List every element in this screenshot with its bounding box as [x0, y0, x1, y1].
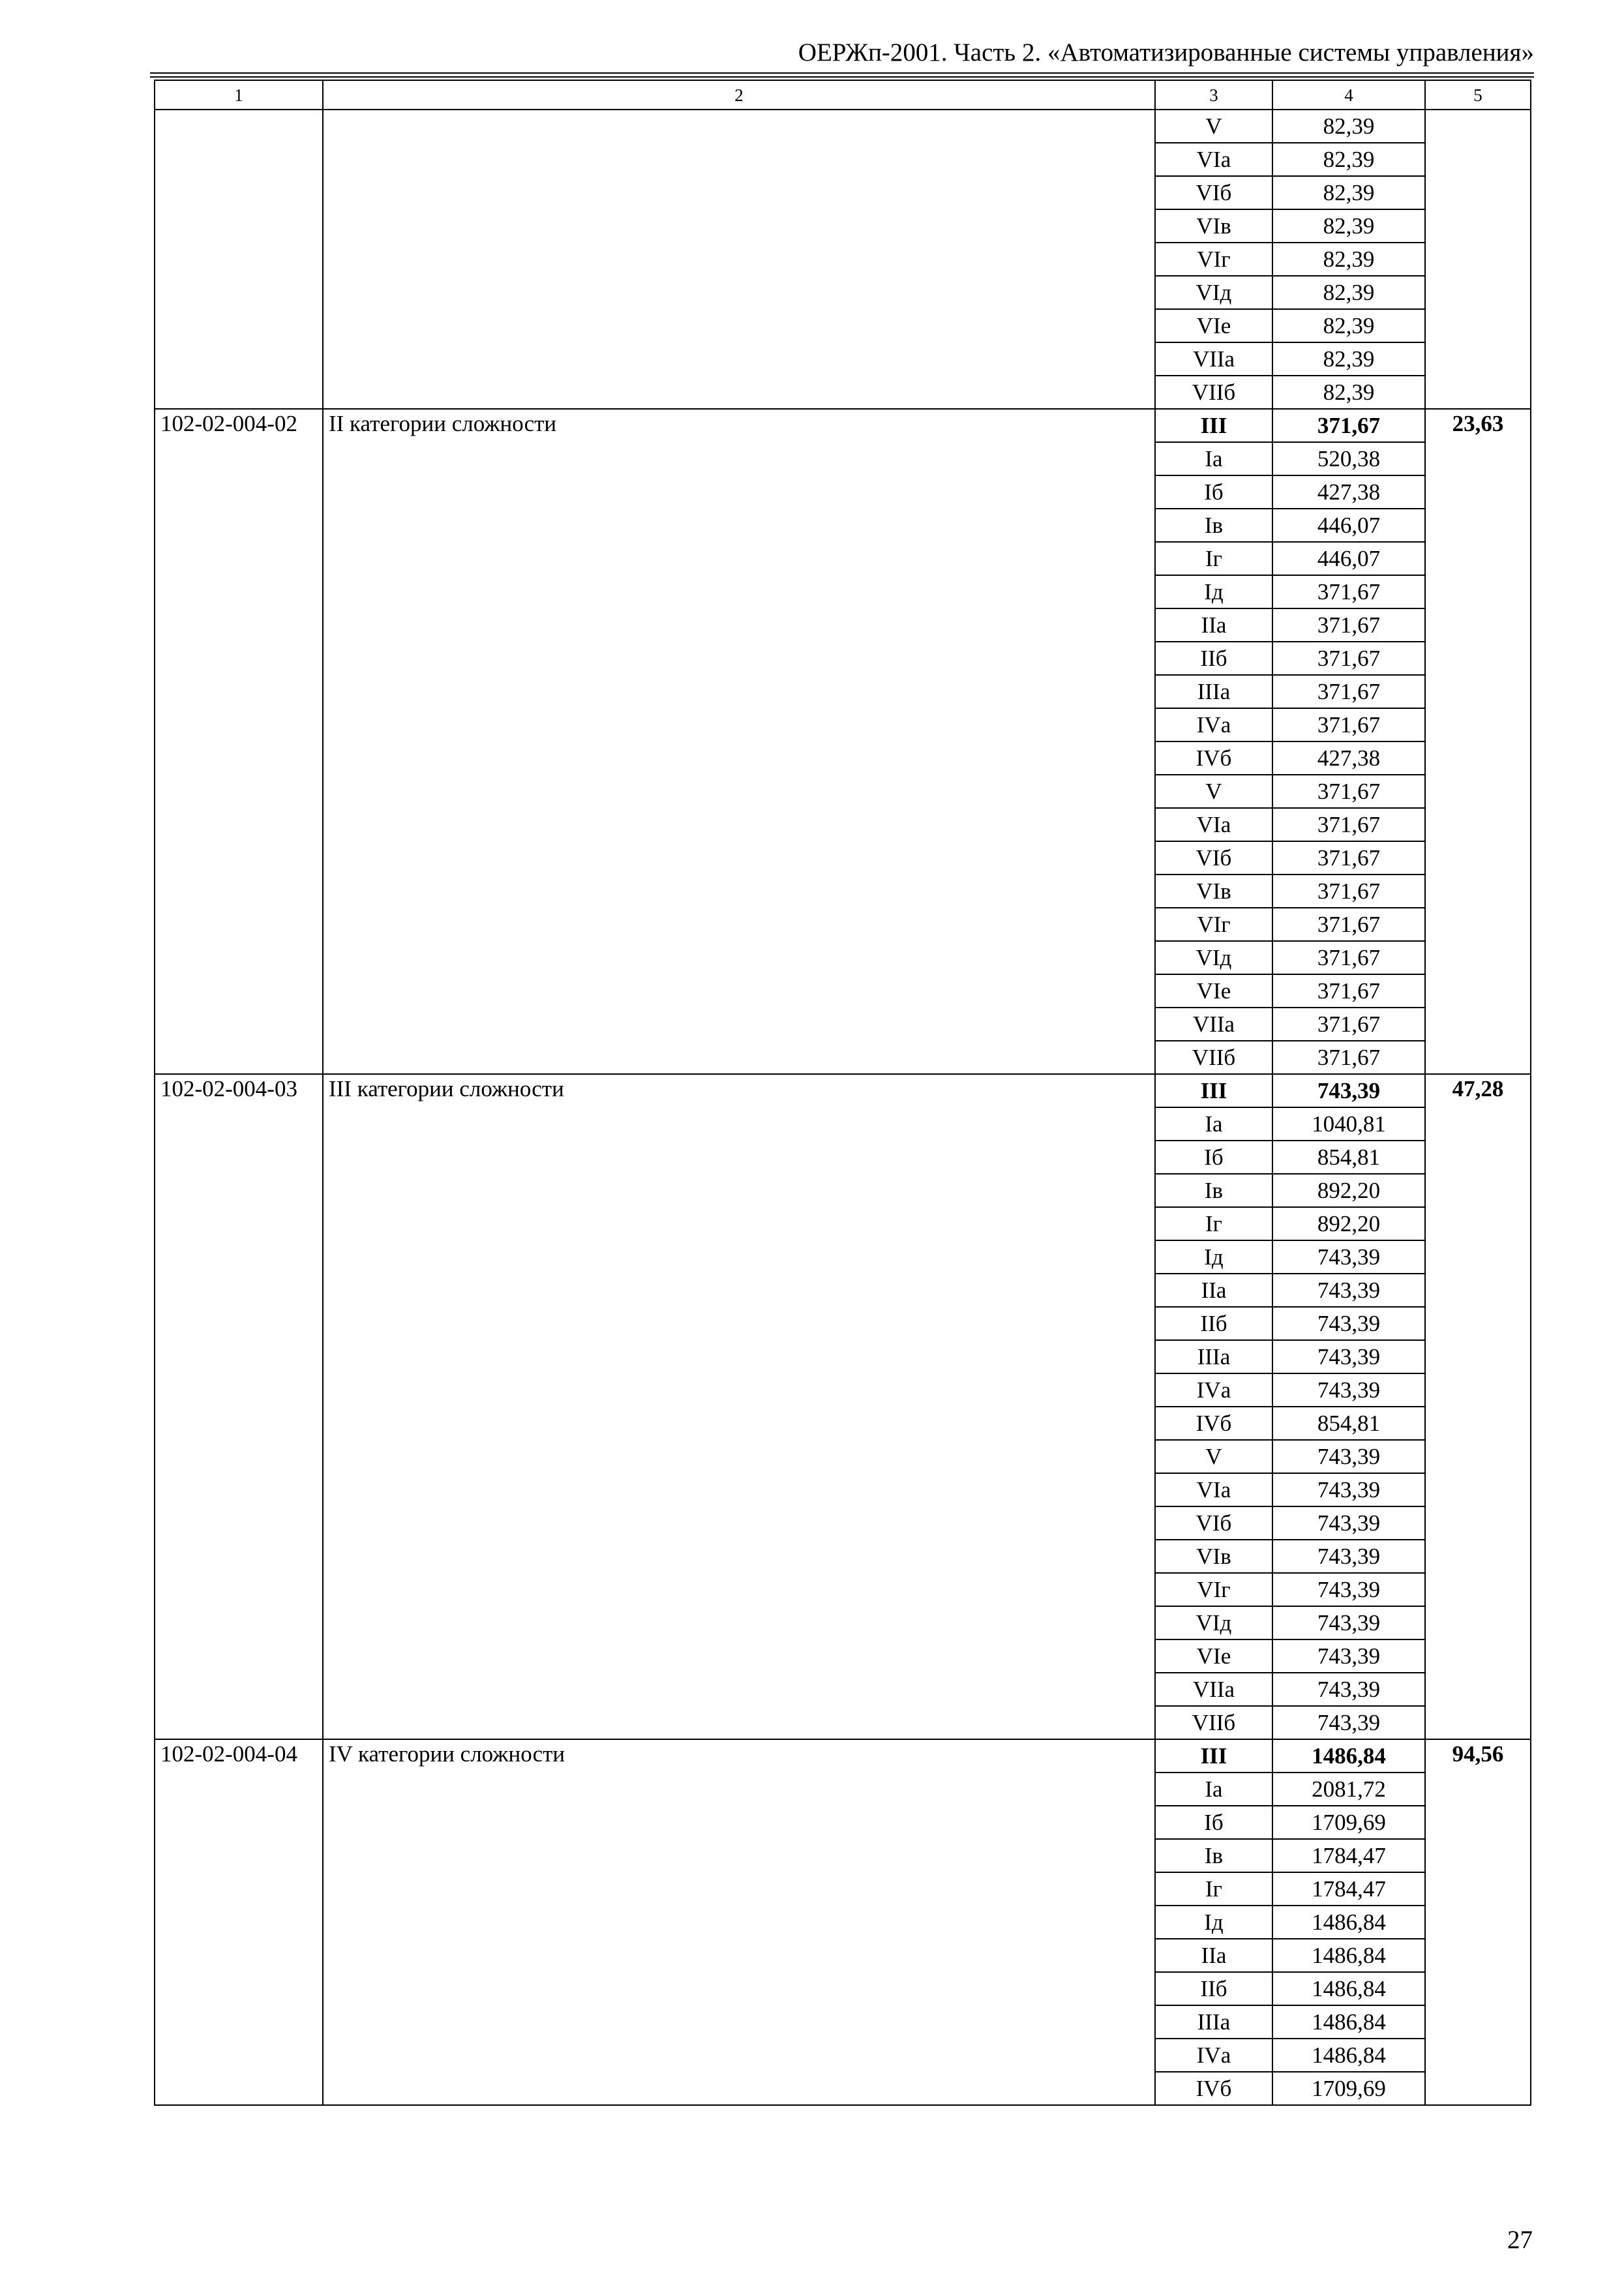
zone-cell: VIIа — [1155, 342, 1272, 376]
column-number: 1 — [155, 80, 323, 110]
zone-cell: VIг — [1155, 243, 1272, 276]
price-cell: 520,38 — [1272, 442, 1425, 475]
code-cell: 102-02-004-03 — [155, 1074, 323, 1739]
price-cell: 743,39 — [1272, 1340, 1425, 1373]
price-cell: 1486,84 — [1272, 2005, 1425, 2039]
zone-cell: Iв — [1155, 1839, 1272, 1872]
header-rule — [150, 76, 1534, 78]
zone-cell: V — [1155, 1440, 1272, 1473]
zone-cell: IVа — [1155, 708, 1272, 741]
price-cell: 371,67 — [1272, 875, 1425, 908]
zone-cell: Iа — [1155, 1773, 1272, 1806]
price-cell: 371,67 — [1272, 808, 1425, 841]
zone-cell: VIд — [1155, 941, 1272, 974]
price-cell: 82,39 — [1272, 276, 1425, 309]
price-cell: 371,67 — [1272, 575, 1425, 608]
table-row — [155, 409, 1531, 442]
zone-cell: Iа — [1155, 1107, 1272, 1141]
price-cell: 82,39 — [1272, 209, 1425, 243]
price-cell: 371,67 — [1272, 1041, 1425, 1074]
price-cell: 743,39 — [1272, 1673, 1425, 1706]
value-cell — [1425, 110, 1531, 409]
column-numbers-row — [155, 80, 1531, 110]
price-cell: 371,67 — [1272, 1008, 1425, 1041]
price-cell: 854,81 — [1272, 1407, 1425, 1440]
price-cell: 1709,69 — [1272, 1806, 1425, 1839]
zone-cell: Iд — [1155, 1906, 1272, 1939]
column-number: 5 — [1425, 80, 1531, 110]
price-cell: 371,67 — [1272, 708, 1425, 741]
zone-cell: VIIб — [1155, 1706, 1272, 1739]
zone-cell: IVа — [1155, 1373, 1272, 1407]
zone-cell: VIа — [1155, 143, 1272, 176]
price-cell: 1040,81 — [1272, 1107, 1425, 1141]
price-cell: 371,67 — [1272, 908, 1425, 941]
price-cell: 1486,84 — [1272, 1906, 1425, 1939]
value-cell: 94,56 — [1425, 1739, 1531, 2105]
zone-cell: Iв — [1155, 1174, 1272, 1207]
column-number: 2 — [323, 80, 1155, 110]
name-cell — [323, 110, 1155, 409]
value-cell: 47,28 — [1425, 1074, 1531, 1739]
zone-cell: Iв — [1155, 509, 1272, 542]
price-cell: 82,39 — [1272, 110, 1425, 143]
price-cell: 743,39 — [1272, 1274, 1425, 1307]
zone-cell: V — [1155, 775, 1272, 808]
page-header-title: ОЕРЖп-2001. Часть 2. «Автоматизированные системы управления» — [798, 38, 1534, 67]
zone-cell: VIе — [1155, 309, 1272, 342]
zone-cell: VIа — [1155, 808, 1272, 841]
zone-cell: Iг — [1155, 1207, 1272, 1240]
zone-cell: IIа — [1155, 608, 1272, 642]
price-cell: 82,39 — [1272, 243, 1425, 276]
code-cell — [155, 110, 323, 409]
price-cell: 743,39 — [1272, 1706, 1425, 1739]
header-rule — [150, 72, 1534, 74]
price-cell: 743,39 — [1272, 1606, 1425, 1639]
zone-cell: VIг — [1155, 1573, 1272, 1606]
zone-cell: IIб — [1155, 1972, 1272, 2005]
price-cell: 743,39 — [1272, 1639, 1425, 1673]
table-row — [155, 1074, 1531, 1107]
column-number: 3 — [1155, 80, 1272, 110]
zone-cell: VIе — [1155, 974, 1272, 1008]
zone-cell: IVб — [1155, 1407, 1272, 1440]
zone-cell: IIа — [1155, 1939, 1272, 1972]
price-cell: 82,39 — [1272, 376, 1425, 409]
zone-cell: IVб — [1155, 741, 1272, 775]
price-cell: 743,39 — [1272, 1307, 1425, 1340]
price-cell: 82,39 — [1272, 176, 1425, 209]
price-cell: 446,07 — [1272, 509, 1425, 542]
zone-cell: VIб — [1155, 176, 1272, 209]
price-cell: 82,39 — [1272, 309, 1425, 342]
code-cell: 102-02-004-02 — [155, 409, 323, 1074]
price-cell: 446,07 — [1272, 542, 1425, 575]
price-cell: 427,38 — [1272, 475, 1425, 509]
zone-cell: VIд — [1155, 276, 1272, 309]
zone-cell: III — [1155, 1074, 1272, 1107]
zone-cell: Iд — [1155, 575, 1272, 608]
value-cell: 23,63 — [1425, 409, 1531, 1074]
price-cell: 2081,72 — [1272, 1773, 1425, 1806]
price-cell: 1486,84 — [1272, 1939, 1425, 1972]
zone-cell: Iб — [1155, 1141, 1272, 1174]
zone-cell: VIе — [1155, 1639, 1272, 1673]
zone-cell: IVб — [1155, 2072, 1272, 2105]
column-number: 4 — [1272, 80, 1425, 110]
zone-cell: IIа — [1155, 1274, 1272, 1307]
price-cell: 892,20 — [1272, 1207, 1425, 1240]
price-cell: 892,20 — [1272, 1174, 1425, 1207]
name-cell: III категории сложности — [323, 1074, 1155, 1739]
zone-cell: Iг — [1155, 542, 1272, 575]
zone-cell: VIа — [1155, 1473, 1272, 1506]
price-cell: 371,67 — [1272, 642, 1425, 675]
zone-cell: IIIа — [1155, 1340, 1272, 1373]
table-row — [155, 110, 1531, 143]
price-cell: 371,67 — [1272, 941, 1425, 974]
zone-cell: V — [1155, 110, 1272, 143]
price-cell: 371,67 — [1272, 775, 1425, 808]
price-cell: 743,39 — [1272, 1240, 1425, 1274]
zone-cell: IVа — [1155, 2039, 1272, 2072]
zone-cell: VIв — [1155, 209, 1272, 243]
price-cell: 371,67 — [1272, 841, 1425, 875]
price-cell: 1486,84 — [1272, 1739, 1425, 1773]
zone-cell: Iг — [1155, 1872, 1272, 1906]
price-cell: 743,39 — [1272, 1473, 1425, 1506]
rates-table-body — [155, 80, 1531, 2105]
zone-cell: IIIа — [1155, 2005, 1272, 2039]
price-cell: 371,67 — [1272, 675, 1425, 708]
zone-cell: VIв — [1155, 1540, 1272, 1573]
price-cell: 854,81 — [1272, 1141, 1425, 1174]
zone-cell: VIб — [1155, 841, 1272, 875]
price-cell: 82,39 — [1272, 143, 1425, 176]
zone-cell: VIIб — [1155, 1041, 1272, 1074]
price-cell: 743,39 — [1272, 1506, 1425, 1540]
zone-cell: VIIа — [1155, 1008, 1272, 1041]
price-cell: 371,67 — [1272, 974, 1425, 1008]
price-cell: 1784,47 — [1272, 1872, 1425, 1906]
price-cell: 1486,84 — [1272, 1972, 1425, 2005]
zone-cell: VIв — [1155, 875, 1272, 908]
price-cell: 371,67 — [1272, 409, 1425, 442]
name-cell: II категории сложности — [323, 409, 1155, 1074]
zone-cell: III — [1155, 1739, 1272, 1773]
price-cell: 371,67 — [1272, 608, 1425, 642]
zone-cell: VIIб — [1155, 376, 1272, 409]
zone-cell: Iа — [1155, 442, 1272, 475]
price-cell: 427,38 — [1272, 741, 1425, 775]
zone-cell: Iб — [1155, 1806, 1272, 1839]
zone-cell: IIIа — [1155, 675, 1272, 708]
zone-cell: VIг — [1155, 908, 1272, 941]
price-cell: 743,39 — [1272, 1540, 1425, 1573]
price-cell: 1709,69 — [1272, 2072, 1425, 2105]
price-cell: 743,39 — [1272, 1074, 1425, 1107]
page-number: 27 — [1507, 2226, 1533, 2254]
zone-cell: IIб — [1155, 1307, 1272, 1340]
zone-cell: III — [1155, 409, 1272, 442]
price-cell: 1784,47 — [1272, 1839, 1425, 1872]
zone-cell: VIIа — [1155, 1673, 1272, 1706]
name-cell: IV категории сложности — [323, 1739, 1155, 2105]
price-cell: 743,39 — [1272, 1573, 1425, 1606]
price-cell: 743,39 — [1272, 1440, 1425, 1473]
zone-cell: Iб — [1155, 475, 1272, 509]
price-cell: 743,39 — [1272, 1373, 1425, 1407]
price-cell: 82,39 — [1272, 342, 1425, 376]
zone-cell: VIд — [1155, 1606, 1272, 1639]
code-cell: 102-02-004-04 — [155, 1739, 323, 2105]
rates-table — [154, 80, 1531, 2106]
zone-cell: IIб — [1155, 642, 1272, 675]
zone-cell: Iд — [1155, 1240, 1272, 1274]
price-cell: 1486,84 — [1272, 2039, 1425, 2072]
table-row — [155, 1739, 1531, 1773]
zone-cell: VIб — [1155, 1506, 1272, 1540]
